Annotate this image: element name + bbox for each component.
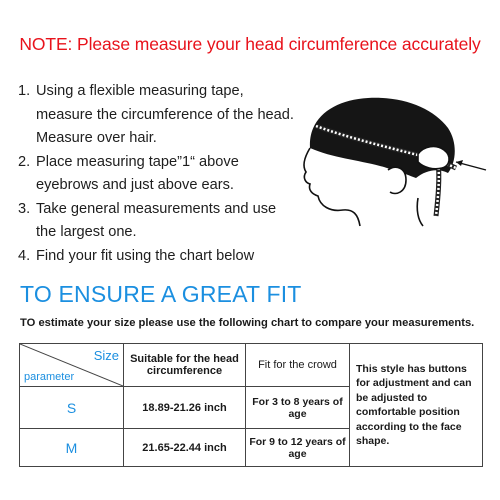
step-line: Place measuring tape”1“ above <box>36 153 239 170</box>
corner-parameter-label: parameter <box>24 371 75 383</box>
step-number: 3. <box>18 200 31 217</box>
size-label: S <box>20 387 124 429</box>
corner-size-label: Size <box>93 348 119 363</box>
step-line: Measure over hair. <box>36 130 157 146</box>
circumference-value: 18.89-21.26 inch <box>124 387 246 429</box>
instruction-steps <box>18 80 318 268</box>
step-number: 1. <box>18 83 31 99</box>
note-heading: NOTE: Please measure your head circumference accurately <box>19 34 481 54</box>
step-number: 2. <box>18 153 31 170</box>
fit-subtitle: TO estimate your size please use the following chart to compare your measurements. <box>20 317 475 329</box>
step-1 <box>18 80 318 151</box>
step-3 <box>18 198 318 245</box>
step-4 <box>18 245 318 269</box>
circumference-value: 21.65-22.44 inch <box>124 429 246 467</box>
table-header-row <box>20 344 483 387</box>
head-measuring-illustration <box>288 88 488 228</box>
step-line: measure the circumference of the head. <box>36 106 294 123</box>
step-line: the largest one. <box>36 224 137 240</box>
size-label: M <box>20 429 124 467</box>
header-crowd: Fit for the crowd <box>246 344 350 387</box>
neck-outline <box>417 198 423 226</box>
adjustment-note: This style has buttons for adjustment and can be adjusted to comfortable position according to the face shape. <box>350 344 483 467</box>
size-table <box>19 343 483 467</box>
step-line: Using a flexible measuring tape, <box>36 83 244 99</box>
crowd-value: For 3 to 8 years of age <box>246 387 350 429</box>
step-number: 4. <box>18 247 31 264</box>
step-line: Take general measurements and use <box>36 200 277 217</box>
crowd-value: For 9 to 12 years of age <box>246 429 350 467</box>
header-head-circumference: Suitable for the head circumference <box>124 344 246 387</box>
step-line: eyebrows and just above ears. <box>36 177 234 193</box>
corner-cell <box>20 344 124 387</box>
step-line: Find your fit using the chart below <box>36 247 255 264</box>
fit-title: TO ENSURE A GREAT FIT <box>20 281 302 307</box>
step-2 <box>18 151 318 198</box>
hand-shape <box>418 147 449 169</box>
ear-shape <box>388 167 406 193</box>
